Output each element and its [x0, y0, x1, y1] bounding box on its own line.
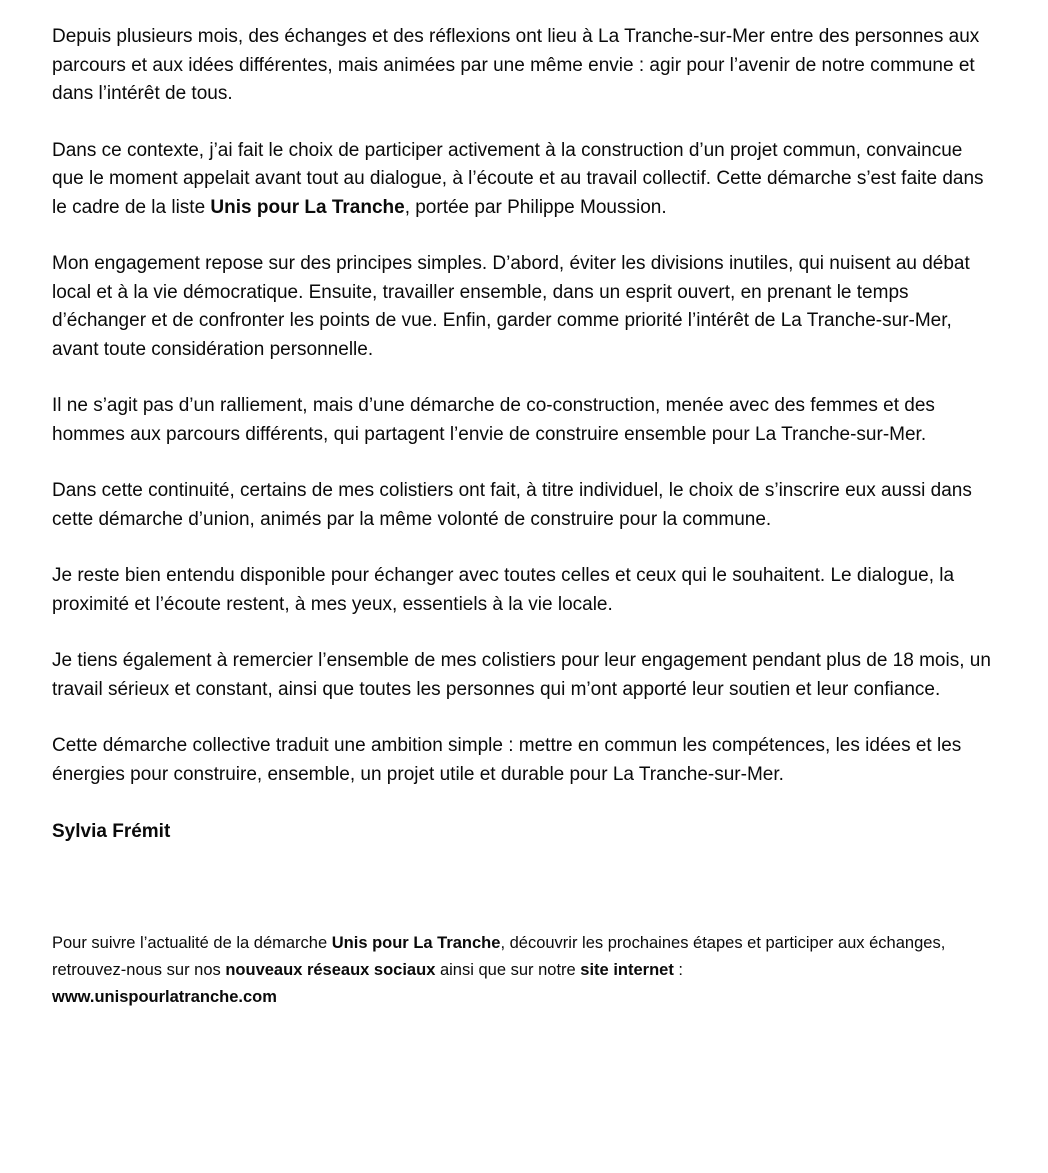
- bold-text-run: Unis pour La Tranche: [210, 196, 405, 218]
- text-run: Mon engagement repose sur des principes simples. D’abord, éviter les divisions inutiles, qui nuisent au débat local et à la vie démocratique. Ensuite, travailler ensemble, dans un esprit ouvert, en prenant le temps d’échanger et de confronter les points de vue. Enfin, garder comme priorité l’intérêt de La Tranche-sur-Mer, avant toute considération personnelle.: [52, 253, 970, 360]
- text-run: Cette démarche collective traduit une ambition simple : mettre en commun les compétences, les idées et les énergies pour construire, ensemble, un projet utile et durable pour La Tranche-sur-Mer.: [52, 735, 962, 785]
- signature: Sylvia Frémit: [52, 821, 171, 842]
- text-run: Depuis plusieurs mois, des échanges et des réflexions ont lieu à La Tranche-sur-Mer entre des personnes aux parcours et aux idées différentes, mais animées par une même envie : agir pour l’avenir de notre commune et dans l’intérêt de tous.: [52, 26, 980, 104]
- text-run: Il ne s’agit pas d’un ralliement, mais d’une démarche de co-construction, menée avec des femmes et des hommes aux parcours différents, qui partagent l’envie de construire ensemble pour La Tranche-sur-Mer.: [52, 395, 935, 445]
- text-run: Dans ce contexte, j’ai fait le choix de participer activement à la construction d’un projet commun, convaincue que le moment appelait avant tout au dialogue, à l’écoute et au travail collectif. Cette démarche s’est faite dans le cadre de la liste: [52, 139, 984, 218]
- letter-footer: [52, 930, 996, 1011]
- text-run: , découvrir les prochaines étapes et participer aux échanges, retrouvez-nous sur nos: [52, 934, 946, 979]
- bold-text-run: Unis pour La Tranche: [331, 934, 501, 952]
- text-run: , portée par Philippe Moussion.: [404, 196, 667, 218]
- paragraph: [52, 732, 996, 789]
- text-run: Dans cette continuité, certains de mes colistiers ont fait, à titre individuel, le choix de s’inscrire eux aussi dans cette démarche d’union, animés par la même volonté de construire pour la commune.: [52, 480, 972, 530]
- letter-body: [52, 23, 996, 789]
- paragraph: [52, 984, 996, 1011]
- paragraph: [52, 250, 996, 364]
- text-run: Pour suivre l’actualité de la démarche: [52, 934, 332, 952]
- paragraph: [52, 392, 996, 449]
- bold-text-run: nouveaux réseaux sociaux: [225, 961, 436, 979]
- bold-text-run: site internet: [580, 961, 674, 979]
- bold-text-run: www.unispourlatranche.com: [52, 988, 277, 1006]
- paragraph: [52, 930, 996, 984]
- paragraph: [52, 647, 996, 704]
- text-run: ainsi que sur notre: [435, 961, 581, 979]
- text-run: Je reste bien entendu disponible pour échanger avec toutes celles et ceux qui le souhaitent. Le dialogue, la proximité et l’écoute restent, à mes yeux, essentiels à la vie locale.: [52, 565, 955, 615]
- paragraph: [52, 477, 996, 534]
- text-run: :: [673, 961, 683, 979]
- paragraph: [52, 23, 996, 109]
- paragraph: [52, 562, 996, 619]
- paragraph: [52, 137, 996, 223]
- text-run: Je tiens également à remercier l’ensemble de mes colistiers pour leur engagement pendant plus de 18 mois, un travail sérieux et constant, ainsi que toutes les personnes qui m’ont apporté leur soutien et leur confiance.: [52, 650, 991, 700]
